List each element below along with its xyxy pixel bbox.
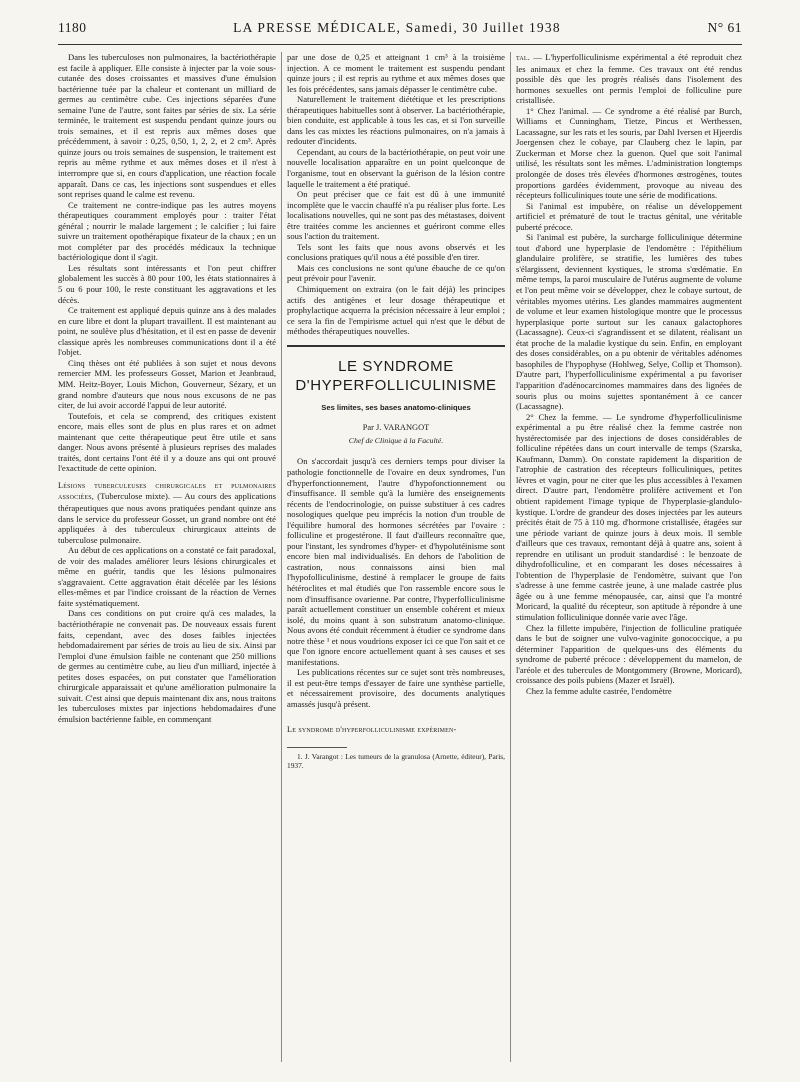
section-heading-rest: (Tuberculose mixte). — Au cours des applications thérapeutiques que nous avons pratiquées pendant quinze ans dans le service du professeur Gosset, un grand nombre ont été appliquées à des tuberculeux chirurgicaux atteints de tuberculose pulmonaire.	[58, 491, 276, 545]
paragraph: Naturellement le traitement diététique et les prescriptions thérapeutiques habituelles sont à observer. La bactériothérapie, bien conduite, est applicable à tous les cas, et si l'on surveille dans les cas mixtes les réactions pulmonaires, on n'a jamais à redouter d'incidents.	[287, 94, 505, 147]
paragraph: par une dose de 0,25 et atteignant 1 cm³ à la troisième injection. A ce moment le traitement est suspendu pendant quinze jours ; il est repris au rythme et aux mêmes doses que les fois précédentes, sans jamais dépasser le centimètre cube.	[287, 52, 505, 94]
section-heading-rest: tal.	[516, 53, 531, 62]
article-header	[287, 345, 505, 447]
paragraph: Toutefois, et cela se comprend, des critiques existent encore, mais elles sont de plus en plus rares et on admet maintenant que cette thérapeutique peut être utile et sans danger. Nous avons présenté à plusieurs reprises des malades traités, dont certains l'ont été il y a douze ans qui ont prouvé l'exactitude de cette opinion.	[58, 410, 276, 474]
paragraph: Ce traitement ne contre-indique pas les autres moyens thérapeutiques couramment employés pour : traiter l'état général ; nourrir le malade largement ; le calcifier ; lui faire suivre un traitement opothérapique fixateur de la chaux ; en un mot compléter par des procédés médicaux la technique bactériologique dont il s'agit.	[58, 199, 276, 263]
paragraph: Cependant, au cours de la bactériothérapie, on peut voir une nouvelle localisation apparaître en un point quelconque de l'organisme, tout en observant la guérison de la lésion contre laquelle le traitement a été pratiqué.	[287, 146, 505, 189]
section-lead-paragraph	[516, 52, 742, 106]
header-rule	[58, 44, 742, 45]
article-subtitle: Ses limites, ses bases anatomo-cliniques	[321, 402, 471, 412]
section-paragraph	[58, 480, 276, 545]
paragraph: Si l'animal est impubère, on réalise un développement artificiel et prématuré de tout le tractus génital, une véritable puberté précoce.	[516, 200, 742, 232]
paragraph: On s'accordait jusqu'à ces derniers temps pour diviser la pathologie fonctionnelle de l'ovaire en deux syndromes, l'un d'hyperfonctionnement, l'autre d'hypofonctionnement ou d'insuffisance. Il semble qu'à la lumière des enseignements récents de l'endocrinologie, on puisse substituer à ces cadres nosologiques quelque peu imprécis la notion d'un trouble de l'équilibre humoral des hormones sécrétées par l'ovaire : folliculine et progestérone. Il faut d'ailleurs reconnaître que, pour l'instant, les syndromes d'hyper- et d'hypolutéinisme sont encore bien mal individualisés. En dehors de l'abolition de castration, nous connaissons ainsi bien mal l'hypofolliculinisme, destiné à remplacer le groupe de faits hétéroclites et mal étudiés que l'on rassemble encore sous le nom d'insuffisance ovarienne. Par contre, l'hyperfolliculinisme paraît actuellement constituer un ensemble cohérent et mieux isolé, du moins quant à son substratum anatomo-clinique. Nous avons été conduit récemment à étudier ce syndrome dans notre thèse ¹ et nous voudrions exposer ici ce que l'on sait et ce que l'on ignore encore actuellement quant à ses causes et ses manifestations.	[287, 456, 505, 667]
article-title-line2: D'HYPERFOLLICULINISME	[295, 376, 497, 394]
paragraph: Mais ces conclusions ne sont qu'une ébauche de ce qu'on peut prévoir pour l'avenir.	[287, 262, 505, 284]
column-divider	[281, 52, 282, 1062]
section-heading-paragraph	[287, 724, 505, 736]
section-heading: Le syndrome d'hyperfolliculinisme expérimen-	[287, 724, 457, 734]
paragraph: 2° Chez la femme. — Le syndrome d'hyperfolliculinisme expérimental a pu être réalisé chez la femme castrée non hystérectomisée par des injections de doses considérables de folliculine répétées dans un court intervalle de temps (Szarska, Kaufmann, Damm). On constate rapidement la disparition de l'atrophie de castration des récepteurs folliculiniques, petites lèvres et vagin, pour ne citer que les plus accessibles à l'examen direct. D'autre part, l'endomètre prolifère activement et l'on obtient rapidement l'image typique de l'hyperplasie-glandulo-kystique. L'ordre de grandeur des doses injectées par les auteurs précités était de 75 à 110 mg. d'hormone cristallisée, étagées sur une période variant de quinze jours à deux mois. Il semble d'ailleurs que ces travaux, remontant déjà à quatre ans, soient à reprendre en utilisant un produit standardisé : le benzoate de dihydrofolliculine, et en comparant les doses nécessaires à l'obtention de l'hyperplasie de l'endomètre, suivant que l'on s'adresse à une femme castrée jeune, à une malade castrée plus âgée ou à une femme ménopausée, car, ainsi que l'a montré Moricard, la qualité du récepteur, son aptitude à répondre à une stimulation folliculinique donnée varie avec l'âge.	[516, 411, 742, 622]
paragraph: Les résultats sont intéressants et l'on peut chiffrer globalement les succès à 80 pour 100, les états stationnaires à 5 ou 6 pour 100, le reste constituant les aggravations et les décès.	[58, 262, 276, 305]
paragraph: Cinq thèses ont été publiées à son sujet et nous devons remercier MM. les professeurs Gosset, Marion et Jeanbraud, MM. Heitz-Boyer, Louis Michon, Gouverneur, Sézary, et un grand nombre d'auteurs que nous nous excusons de ne pas citer, de lui avoir accordé l'appui de leur autorité.	[58, 357, 276, 411]
paragraph: Chimiquement on extraira (on le fait déjà) les principes actifs des antigènes et leur dosage thérapeutique et prophylactique acquerra la précision nécessaire à leur emploi ; ce sera la fin de l'empirisme actuel qui n'est que le début de méthodes thérapeutiques nouvelles.	[287, 284, 505, 337]
paragraph: Dans ces conditions on put croire qu'à ces malades, la bactériothérapie ne convenait pas. De nouveaux essais furent faits, cependant, avec des doses faibles injectées hebdomadairement par séries de trois au lieu de six. Ainsi par l'emploi d'une émulsion faible ne contenant que 250 millions de germes au centimètre cube, au lieu d'un milliard, injectée à petites doses espacées, on put constater que l'amélioration chirurgicale apparaissait et qu'une amélioration pulmonaire la suivait. C'est ainsi que depuis maintenant dix ans, nous traitons les tuberculoses mixtes par injections hebdomadaires d'une émulsion bactérienne faible, en commençant	[58, 608, 276, 724]
paragraph: Les publications récentes sur ce sujet sont très nombreuses, il est peut-être temps d'essayer de faire une synthèse partielle, et nécessairement provisoire, des documents analytiques amassés jusqu'à présent.	[287, 667, 505, 709]
paragraph: Chez la fillette impubère, l'injection de folliculine pratiquée dans le but de soigner une vulvo-vaginite gonococcique, a pu déterminer l'apparition de quelques-uns des éléments du syndrome de puberté précoce : développement du mamelon, de l'aréole et des tubercules de Montgommery (Browne, Moricard), croissance des poils pubiens (Mazer et Israël).	[516, 622, 742, 686]
page-number: 1180	[58, 20, 87, 35]
paragraph: Dans les tuberculoses non pulmonaires, la bactériothérapie est facile à appliquer. Elle consiste à injecter par la voie sous-cutanée des doses croissantes et massives d'une émulsion bactérienne tuée par la chaleur et contenant un milliard de germes au centimètre cube. Ces injections séparées d'une semaine l'une de l'autre, sont faites par séries de six. La série terminée, le traitement est suspendu pendant quinze jours ou trois semaines, et il est repris aux mêmes doses que précédemment, à savoir : 0,25, 0,50, 1, 2, 2, et 2 cm³. Après quinze jours ou trois semaines de suspension, le traitement est repris au même rythme et aux mêmes doses et il n'est à interrompre que si, en cours d'application, une réaction focale apparaît. Dans ce cas, les injections sont suspendues et elles sont reprises quand le calme est revenu.	[58, 52, 276, 200]
journal-title: LA PRESSE MÉDICALE, Samedi, 30 Juillet 1938	[233, 20, 561, 35]
paragraph: Au début de ces applications on a constaté ce fait paradoxal, de voir des malades améliorer leurs lésions chirurgicales et même en guérir, tandis que les lésions pulmonaires s'aggravaient. Cette aggravation était décelée par les lésions elles-mêmes et par l'indice croissant de la réaction de Vernes faite systématiquement.	[58, 545, 276, 608]
footnote: 1. J. Varangot : Les tumeurs de la granulosa (Arnette, éditeur), Paris, 1937.	[287, 752, 505, 771]
article-affiliation: Chef de Clinique à la Faculté.	[348, 435, 444, 445]
section-heading: Lésions tuberculeuses chirurgicales et pulmonaires associées,	[58, 480, 276, 502]
column-2	[287, 52, 505, 1062]
issue-number: N° 61	[707, 20, 742, 35]
page-header	[58, 20, 742, 42]
column-1	[58, 52, 276, 1062]
paragraph: Chez la femme adulte castrée, l'endomètre	[526, 685, 672, 696]
paragraph: 1° Chez l'animal. — Ce syndrome a été réalisé par Burch, Williams et Cunningham, Tietze, Pincus et Werthessen, Lacassagne, sur les rats et les souris, par Dahl Iversen et Hjeerdis Joergensen chez le cobaye, par Clauberg chez le lapin, par Zuckerman et Morse chez la guenon. Quel que soit l'animal utilisé, les résultats sont les mêmes. L'administration longtemps prolongée de doses très élevées d'hormones œstrogènes, toutes proportions gardées évidemment, provoque au niveau des récepteurs folliculiniques toute une série de modifications.	[516, 105, 742, 201]
footnote-rule	[287, 747, 347, 748]
paragraph: Si l'animal est pubère, la surcharge folliculinique détermine tout d'abord une hyperplasie de l'endomètre : l'épithélium glandulaire prolifère, se stratifie, les lumières des tubes s'élargissent, deviennent kystiques, le stroma s'œdématie. En même temps, la paroi musculaire de l'utérus augmente de volume et l'on peut même voir se développer, chez le cobaye surtout, de véritables myomes utérins. Les glandes mammaires augmentent de volume et leur examen histologique montre que le processus hyperplasique porte surtout sur les canaux galactophores (Lacassagne). Ceux-ci s'agrandissent et se dilatent, réalisant un état proche de la maladie kystique du sein. Enfin, en employant des doses considérables, on a pu obtenir de véritables adénomes basophiles de l'hypophyse (Hohlweg, Selye, Collip et Thomson). D'autre part, l'hyperfolliculinisme expérimental a pu favoriser l'apparition d'adénocarcinomes mammaires dans des lignées de souris plus ou moins sujettes spontanément à ce cancer (Lacassagne).	[516, 232, 742, 412]
paragraph: Tels sont les faits que nous avons observés et les conclusions pratiques qu'il nous a été possible d'en tirer.	[287, 241, 505, 263]
column-3	[516, 52, 742, 1062]
column-divider	[510, 52, 511, 1062]
section-lead: — L'hyperfolliculinisme expérimental a été reproduit chez les animaux et chez la femme. Ces travaux ont été rendus possible dès que les progrès réalisés dans l'isolement des hormones sexuelles ont permis l'emploi de folliculine pure cristallisée.	[516, 52, 742, 106]
paragraph: On peut préciser que ce fait est dû à une immunité incomplète que le vaccin chauffé n'a pu réaliser plus forte. Les localisations nouvelles, qui ne sont pas des métastases, doivent être traitées comme les anciennes et guériront comme elles sous l'action du traitement.	[287, 189, 505, 242]
article-author: Par J. VARANGOT	[362, 423, 430, 433]
article-title-line1: LE SYNDROME	[338, 357, 454, 375]
paragraph: Ce traitement est appliqué depuis quinze ans à des malades en cure libre et dont la plupart travaillent. Il est maintenant au point, ne soulève plus d'hésitation, et il est en passe de devenir classique après les nombreuses communications dont il a été l'objet.	[58, 305, 276, 358]
